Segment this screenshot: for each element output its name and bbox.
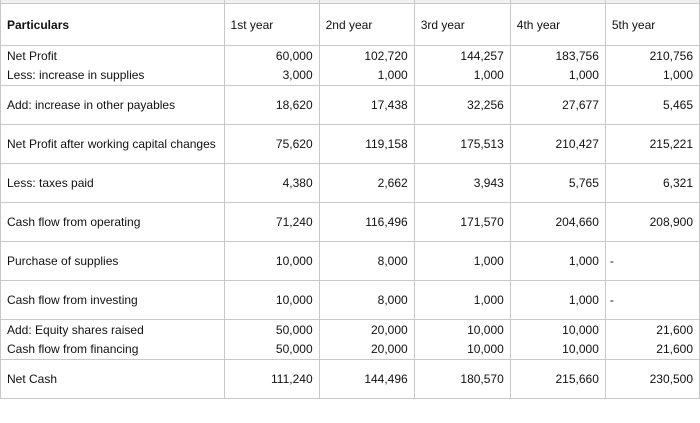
value-cell-year-5[interactable] xyxy=(605,203,699,242)
value-cell-year-1[interactable] xyxy=(224,125,319,164)
cell-value: 6,321 xyxy=(662,175,693,190)
value-cell-year-4[interactable] xyxy=(510,242,605,281)
row-label: Net Cash xyxy=(7,371,58,386)
header-particulars[interactable]: Particulars xyxy=(1,4,225,46)
value-cell-year-3[interactable] xyxy=(414,242,510,281)
value-cell-year-3[interactable] xyxy=(414,281,510,320)
header-row xyxy=(1,4,700,46)
cell-value: 119,158 xyxy=(365,136,408,151)
row-label: Add: Equity shares raised xyxy=(7,322,144,337)
cell-value: 175,513 xyxy=(460,136,504,151)
value-cell-year-1[interactable] xyxy=(224,360,319,399)
cell-value: 144,257 xyxy=(460,48,504,63)
row-label-cell[interactable] xyxy=(1,242,225,281)
value-cell-year-2[interactable] xyxy=(319,86,414,125)
cell-value: 215,221 xyxy=(649,136,693,151)
cell-value: 10,000 xyxy=(562,341,599,356)
cell-value: 171,570 xyxy=(460,214,504,229)
cell-value: 1,000 xyxy=(568,292,599,307)
header-year-3[interactable]: 3rd year xyxy=(414,4,510,46)
cell-value: 183,756 xyxy=(555,48,599,63)
value-cell-year-5[interactable] xyxy=(605,86,699,125)
table-row xyxy=(1,242,700,281)
cell-value: 5,465 xyxy=(662,97,693,112)
cell-value: 144,496 xyxy=(364,371,408,386)
row-label: Cash flow from investing xyxy=(7,292,138,307)
table-row xyxy=(1,46,700,86)
table-row xyxy=(1,281,700,320)
row-label: Cash flow from financing xyxy=(7,341,139,356)
cell-value: 111,240 xyxy=(271,371,313,386)
value-cell-year-1[interactable] xyxy=(224,203,319,242)
cell-value: 3,000 xyxy=(282,67,313,82)
cell-value: 10,000 xyxy=(275,253,313,268)
cell-value: 116,496 xyxy=(365,214,408,229)
value-cell-year-5[interactable] xyxy=(605,125,699,164)
row-label-cell[interactable] xyxy=(1,320,225,360)
value-cell-year-1[interactable] xyxy=(224,164,319,203)
cell-value: 1,000 xyxy=(473,67,504,82)
value-cell-year-1[interactable] xyxy=(224,320,319,360)
value-cell-year-2[interactable] xyxy=(319,242,414,281)
cell-value: 8,000 xyxy=(377,253,408,268)
cell-value: 215,660 xyxy=(555,371,599,386)
value-cell-year-2[interactable] xyxy=(319,281,414,320)
cell-value: 1,000 xyxy=(568,253,599,268)
cell-value: 10,000 xyxy=(562,322,599,337)
cell-value: 2,662 xyxy=(377,175,408,190)
cell-value: 1,000 xyxy=(473,253,504,268)
cell-value: 208,900 xyxy=(649,214,693,229)
cell-value: 27,677 xyxy=(562,97,599,112)
table-row xyxy=(1,360,700,399)
header-year-5[interactable]: 5th year xyxy=(605,4,699,46)
value-cell-year-2[interactable] xyxy=(319,125,414,164)
cell-value: 50,000 xyxy=(275,341,313,356)
cell-value: 210,756 xyxy=(649,48,693,63)
empty-value-dash: - xyxy=(609,293,614,307)
cell-value: 102,720 xyxy=(364,48,408,63)
value-cell-year-5[interactable] xyxy=(605,46,699,86)
table-row xyxy=(1,320,700,360)
cell-value: 4,380 xyxy=(282,175,313,190)
cell-value: 18,620 xyxy=(275,97,313,112)
cell-value: 21,600 xyxy=(656,341,693,356)
cell-value: 210,427 xyxy=(555,136,599,151)
header-year-4[interactable]: 4th year xyxy=(510,4,605,46)
value-cell-year-2[interactable] xyxy=(319,320,414,360)
row-label: Purchase of supplies xyxy=(7,253,119,268)
row-label: Net Profit xyxy=(7,48,58,63)
value-cell-year-3[interactable] xyxy=(414,125,510,164)
value-cell-year-4[interactable] xyxy=(510,320,605,360)
value-cell-year-5[interactable] xyxy=(605,281,699,320)
row-label-cell[interactable] xyxy=(1,86,225,125)
value-cell-year-1[interactable] xyxy=(224,86,319,125)
value-cell-year-3[interactable] xyxy=(414,320,510,360)
cell-value: 75,620 xyxy=(275,136,313,151)
value-cell-year-4[interactable] xyxy=(510,46,605,86)
value-cell-year-2[interactable] xyxy=(319,360,414,399)
value-cell-year-2[interactable] xyxy=(319,164,414,203)
value-cell-year-2[interactable] xyxy=(319,203,414,242)
value-cell-year-4[interactable] xyxy=(510,164,605,203)
cell-value: 10,000 xyxy=(467,322,504,337)
row-label: Cash flow from operating xyxy=(7,214,141,229)
cell-value: 1,000 xyxy=(377,67,408,82)
table-row xyxy=(1,86,700,125)
cell-value: 20,000 xyxy=(371,341,408,356)
value-cell-year-5[interactable] xyxy=(605,164,699,203)
empty-value-dash: - xyxy=(609,254,614,268)
cell-value: 50,000 xyxy=(275,322,313,337)
row-label-cell[interactable] xyxy=(1,46,225,86)
cell-value: 230,500 xyxy=(649,371,693,386)
value-cell-year-5[interactable] xyxy=(605,360,699,399)
cell-value: 32,256 xyxy=(467,97,504,112)
value-cell-year-4[interactable] xyxy=(510,86,605,125)
cell-value: 3,943 xyxy=(473,175,504,190)
row-label: Add: increase in other payables xyxy=(7,97,176,112)
cell-value: 1,000 xyxy=(662,67,693,82)
cell-value: 20,000 xyxy=(371,322,408,337)
header-year-1[interactable]: 1st year xyxy=(224,4,319,46)
cell-value: 180,570 xyxy=(460,371,504,386)
value-cell-year-3[interactable] xyxy=(414,46,510,86)
value-cell-year-5[interactable] xyxy=(605,242,699,281)
row-label: Net Profit after working capital changes xyxy=(7,136,216,151)
cell-value: 8,000 xyxy=(377,292,408,307)
cell-value: 10,000 xyxy=(467,341,504,356)
table-row xyxy=(1,164,700,203)
value-cell-year-3[interactable] xyxy=(414,86,510,125)
row-label: Less: increase in supplies xyxy=(7,67,145,82)
cell-value: 1,000 xyxy=(473,292,504,307)
sheet-body xyxy=(1,0,700,399)
header-year-2[interactable]: 2nd year xyxy=(319,4,414,46)
value-cell-year-4[interactable] xyxy=(510,360,605,399)
value-cell-year-4[interactable] xyxy=(510,125,605,164)
cell-value: 5,765 xyxy=(568,175,599,190)
value-cell-year-1[interactable] xyxy=(224,46,319,86)
value-cell-year-4[interactable] xyxy=(510,203,605,242)
cell-value: 1,000 xyxy=(568,67,599,82)
cell-value: 10,000 xyxy=(275,292,313,307)
cell-value: 17,438 xyxy=(371,97,408,112)
row-label-cell[interactable] xyxy=(1,203,225,242)
table-row xyxy=(1,125,700,164)
value-cell-year-3[interactable] xyxy=(414,360,510,399)
value-cell-year-5[interactable] xyxy=(605,320,699,360)
value-cell-year-1[interactable] xyxy=(224,281,319,320)
value-cell-year-2[interactable] xyxy=(319,46,414,86)
table-row xyxy=(1,203,700,242)
row-label-cell[interactable] xyxy=(1,281,225,320)
value-cell-year-3[interactable] xyxy=(414,164,510,203)
cell-value: 71,240 xyxy=(275,214,313,229)
cell-value: 21,600 xyxy=(656,322,693,337)
value-cell-year-1[interactable] xyxy=(224,242,319,281)
row-label-cell[interactable] xyxy=(1,360,225,399)
cell-value: 60,000 xyxy=(275,48,313,63)
value-cell-year-4[interactable] xyxy=(510,281,605,320)
cell-value: 204,660 xyxy=(555,214,599,229)
row-label-cell[interactable] xyxy=(1,125,225,164)
value-cell-year-3[interactable] xyxy=(414,203,510,242)
row-label-cell[interactable] xyxy=(1,164,225,203)
row-label: Less: taxes paid xyxy=(7,175,94,190)
